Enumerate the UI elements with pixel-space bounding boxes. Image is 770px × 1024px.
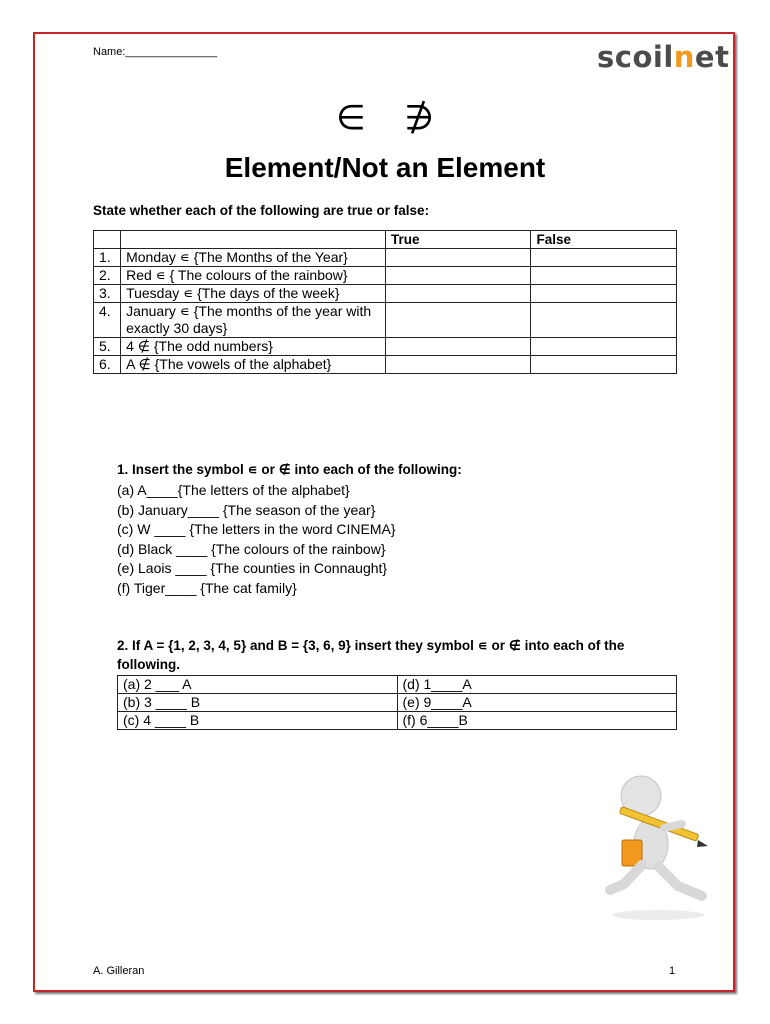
header-num <box>94 231 121 249</box>
question-2-title: 2. If A = {1, 2, 3, 4, 5} and B = {3, 6, 9} insert they symbol ∊ or ∉ into each of the following. <box>117 638 625 672</box>
instruction-text: State whether each of the following are true or false: <box>93 203 430 218</box>
row-statement: Monday ∊ {The Months of the Year} <box>121 249 386 267</box>
false-answer-cell[interactable] <box>531 303 677 338</box>
row-number: 5. <box>94 338 121 356</box>
true-answer-cell[interactable] <box>385 249 530 267</box>
header-true: True <box>385 231 530 249</box>
row-statement: January ∊ {The months of the year with exactly 30 days} <box>121 303 386 338</box>
false-answer-cell[interactable] <box>531 249 677 267</box>
table-header-row <box>94 231 677 249</box>
true-false-table <box>93 230 677 374</box>
row-number: 2. <box>94 267 121 285</box>
true-answer-cell[interactable] <box>385 285 530 303</box>
row-statement: Tuesday ∊ {The days of the week} <box>121 285 386 303</box>
true-answer-cell[interactable] <box>385 303 530 338</box>
table-cell: (f) 6____B <box>397 712 677 730</box>
page-number: 1 <box>669 965 676 977</box>
true-answer-cell[interactable] <box>385 356 530 374</box>
page-title: Element/Not an Element <box>224 152 546 183</box>
row-number: 6. <box>94 356 121 374</box>
logo-prefix: scoil <box>597 40 674 74</box>
list-item: (b) January____ {The season of the year} <box>117 501 376 518</box>
table-row <box>94 249 677 267</box>
table-cell: (e) 9____A <box>397 694 677 712</box>
name-field-label: Name:_______________ <box>93 46 218 58</box>
table-cell: (c) 4 ____ B <box>118 712 398 730</box>
row-statement: A ∉ {The vowels of the alphabet} <box>121 356 386 374</box>
list-item: (e) Laois ____ {The counties in Connaught} <box>117 560 388 576</box>
true-answer-cell[interactable] <box>385 267 530 285</box>
table-cell: (b) 3 ____ B <box>118 694 398 712</box>
row-number: 4. <box>94 303 121 338</box>
running-student-figure-image <box>598 772 718 922</box>
table-row <box>118 694 677 712</box>
false-answer-cell[interactable] <box>531 267 677 285</box>
list-item: (c) W ____ {The letters in the word CINEMA} <box>117 521 396 537</box>
question-1-items <box>117 481 396 598</box>
logo-accent: n <box>673 40 695 74</box>
set-symbols <box>0 98 770 138</box>
row-statement: Red ∊ { The colours of the rainbow} <box>121 267 386 285</box>
true-answer-cell[interactable] <box>385 338 530 356</box>
table-row <box>94 303 677 338</box>
table-cell: (d) 1____A <box>397 676 677 694</box>
list-item: (f) Tiger____ {The cat family} <box>117 579 297 596</box>
false-answer-cell[interactable] <box>531 285 677 303</box>
table-row <box>94 267 677 285</box>
element-of-symbol: ∈ <box>335 98 366 138</box>
table-row <box>94 356 677 374</box>
table-cell: (a) 2 ___ A <box>118 676 398 694</box>
table-row <box>118 676 677 694</box>
not-contains-symbol: ∌ <box>404 98 435 138</box>
question-1-title: 1. Insert the symbol ∊ or ∉ into each of the following: <box>117 462 462 477</box>
footer-author: A. Gilleran <box>93 965 145 977</box>
row-number: 3. <box>94 285 121 303</box>
logo-suffix: et <box>694 40 730 74</box>
false-answer-cell[interactable] <box>531 338 677 356</box>
list-item: (d) Black ____ {The colours of the rainbow} <box>117 540 386 557</box>
table-row <box>94 285 677 303</box>
header-statement <box>121 231 386 249</box>
table-row <box>94 338 677 356</box>
header-false: False <box>531 231 677 249</box>
table-row <box>118 712 677 730</box>
list-item: (a) A____{The letters of the alphabet} <box>117 482 350 498</box>
false-answer-cell[interactable] <box>531 356 677 374</box>
row-number: 1. <box>94 249 121 267</box>
row-statement: 4 ∉ {The odd numbers} <box>121 338 386 356</box>
scoilnet-logo <box>597 40 729 74</box>
question-2-table <box>117 675 677 730</box>
